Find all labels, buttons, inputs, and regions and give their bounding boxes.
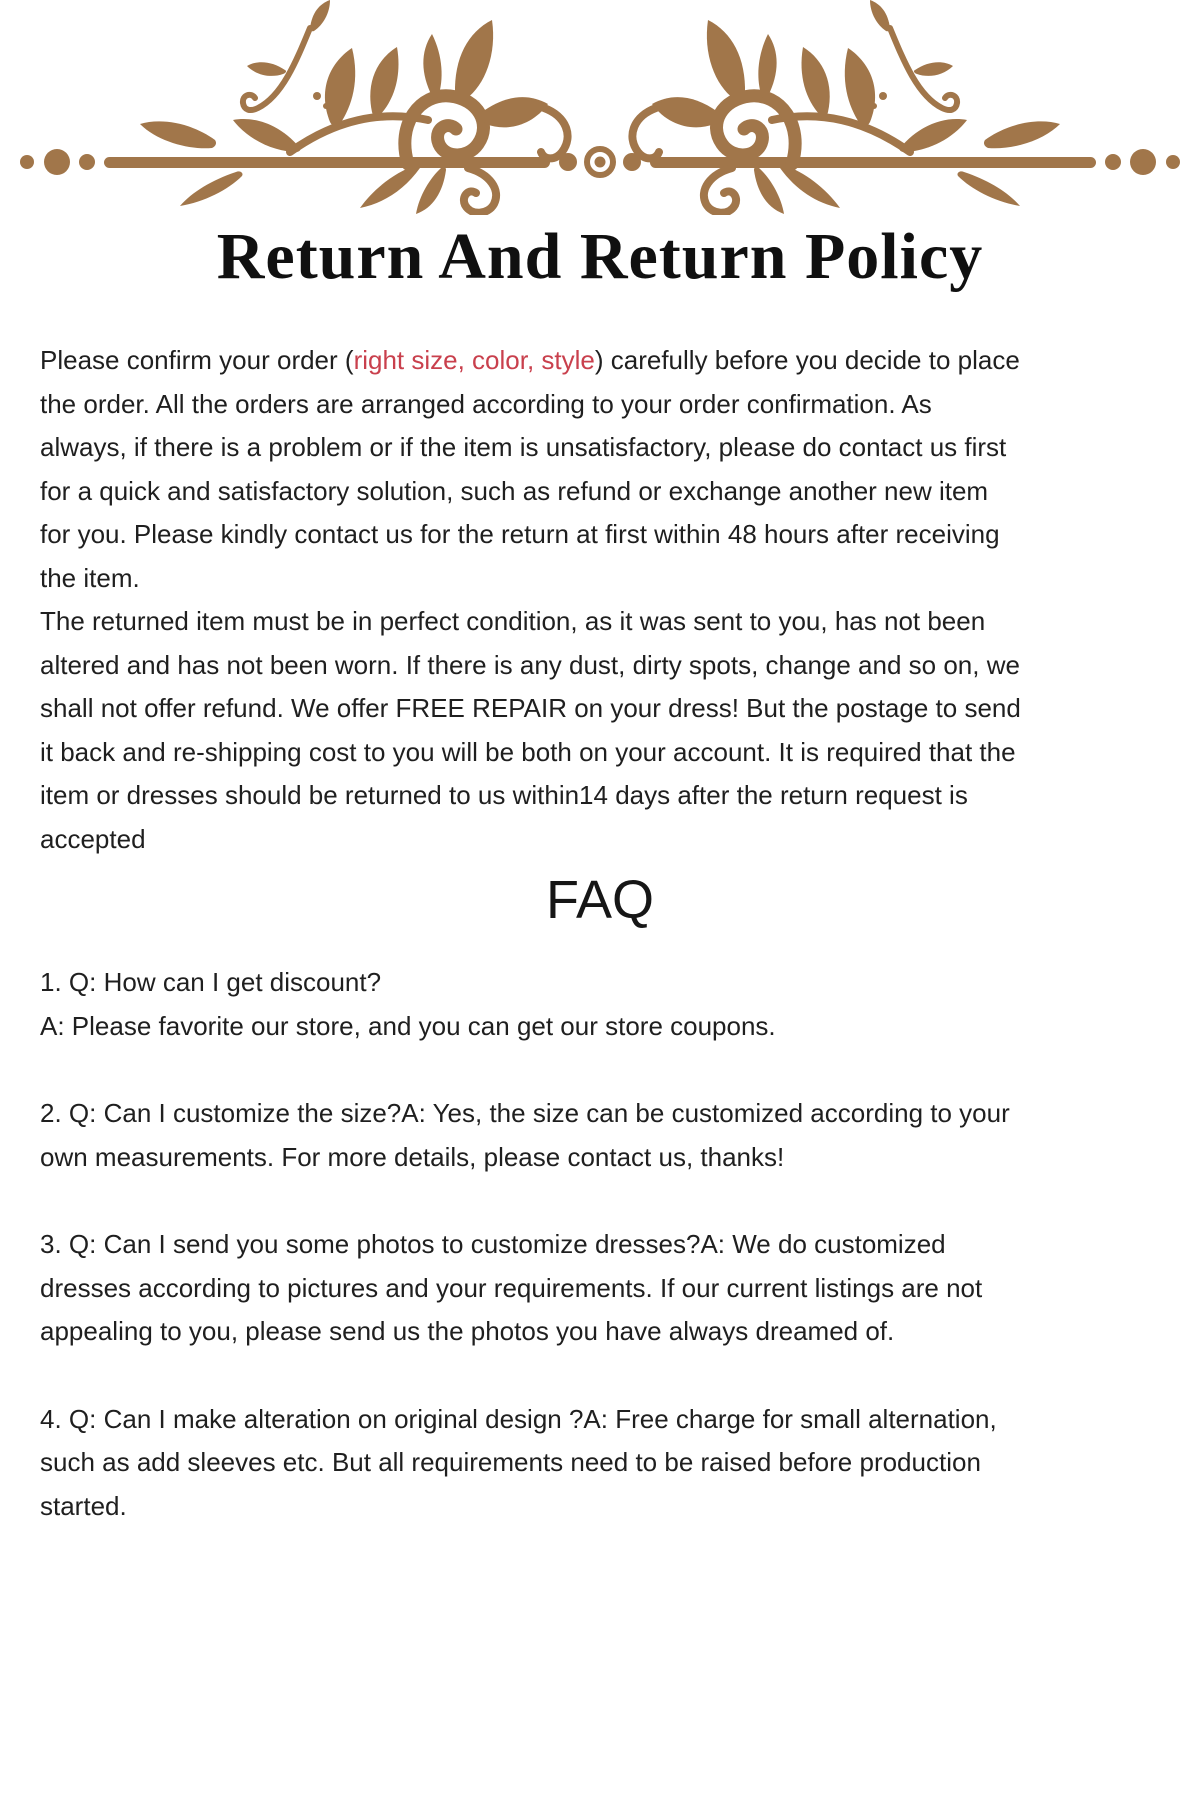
faq-heading: FAQ bbox=[545, 870, 655, 930]
faq-item bbox=[40, 961, 1025, 1048]
divider-center-dots bbox=[559, 149, 641, 175]
return-policy-section bbox=[40, 339, 1025, 861]
faq-item: 4. Q: Can I make alteration on original design ?A: Free charge for small alternation, such as add sleeves etc. But all requirements need to be raised before production started. bbox=[40, 1403, 997, 1521]
faq-question: 1. Q: How can I get discount? bbox=[40, 967, 382, 997]
policy-paragraph-2: The returned item must be in perfect condition, as it was sent to you, has not been altered and has not been worn. If there is any dust, dirty spots, change and so on, we shall not offer refund. We offer FREE REPAIR on your dress! But the postage to send it back and re-shipping cost to you will be both on your account. It is required that the item or dresses should be returned to us within14 days after the return request is accepted bbox=[40, 606, 1021, 854]
faq-item: 2. Q: Can I customize the size?A: Yes, the size can be customized according to your own measurements. For more details, please contact us, thanks! bbox=[40, 1098, 1010, 1172]
faq-answer: A: Please favorite our store, and you can get our store coupons. bbox=[40, 1010, 776, 1041]
policy-paragraph-1 bbox=[40, 339, 1025, 600]
policy-highlight-text: right size, color, style bbox=[353, 345, 595, 375]
page-title: Return And Return Policy bbox=[216, 220, 984, 293]
faq-item: 3. Q: Can I send you some photos to customize dresses?A: We do customized dresses according to pictures and your requirements. If our current listings are not appealing to you, please send us the photos you have always dreamed of. bbox=[40, 1229, 983, 1346]
policy-text-before: Please confirm your order ( bbox=[40, 345, 354, 375]
faq-section bbox=[40, 961, 1025, 1528]
floral-divider-icon bbox=[0, 0, 1200, 215]
policy-text-after: ) carefully before you decide to place the order. All the orders are arranged according to your order confirmation. As always, if there is a problem or if the item is unsatisfactory, please do contact us first for a quick and satisfactory solution, such as refund or exchange another new item for you. Please kindly contact us for the return at first within 48 hours after receiving the item. bbox=[40, 345, 1020, 593]
